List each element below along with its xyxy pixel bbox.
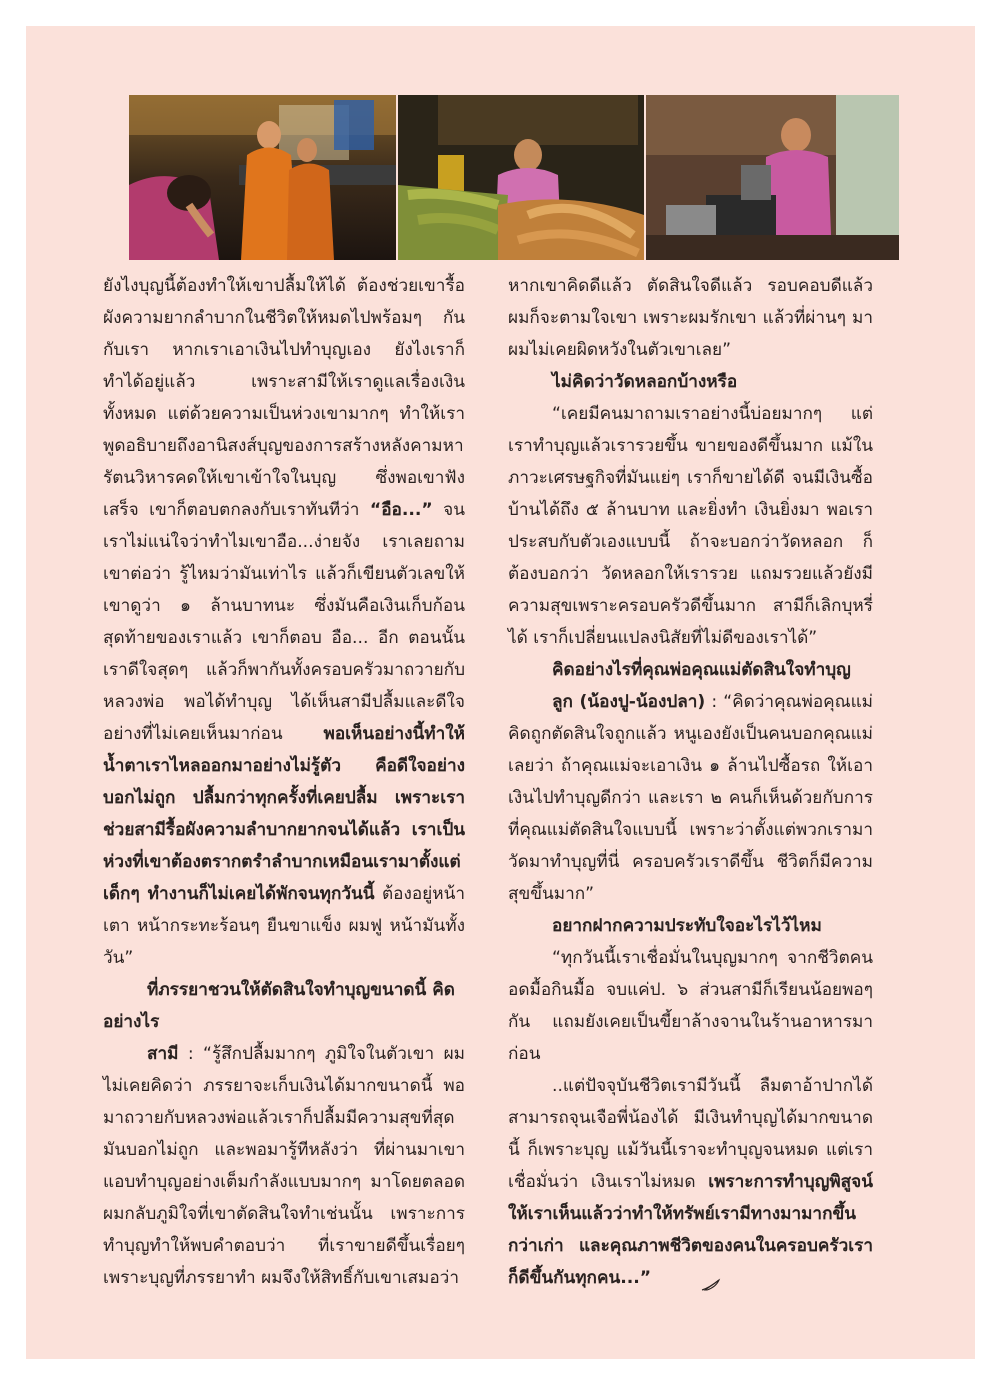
paragraph-answer: “ทุกวันนี้เราเชื่อมั่นในบุญมากๆ จากชีวิตคนอดมื้อกินมื้อ จบแค่ป. ๖ ส่วนสามีก็เรียนน้อยพอๆ กัน แถมยังเคยเป็นขี้ยาล้างจานในร้านอาหารมาก่อน xyxy=(508,948,873,1064)
paragraph-closing xyxy=(508,1070,873,1294)
paragraph-children-answer xyxy=(508,686,873,910)
right-text-column xyxy=(508,270,873,1294)
question-heading: ไม่คิดว่าวัดหลอกบ้างหรือ xyxy=(552,372,738,392)
speaker-label: ลูก (น้องปู-น้องปลา) xyxy=(552,692,706,712)
paragraph-answer: “เคยมีคนมาถามเราอย่างนี้บ่อยมากๆ แต่เราทำบุญแล้วเรารวยขึ้น ขายของดีขึ้นมาก แม้ในภาวะเศรษฐกิจที่มันแย่ๆ เราก็ขายได้ดี จนมีเงินซื้อบ้านได้ถึง ๕ ล้านบาท และยิ่งทำ เงินยิ่งมา พอเราประสบกับตัวเองแบบนี้ ถ้าจะบอกว่าวัดหลอก ก็ต้องบอกว่า วัดหลอกให้เรารวย แถมรวยแล้วยังมีความสุขเพราะครอบครัวดีขึ้นมาก สามีก็เลิกบุหรี่ได้ เราก็เปลี่ยนแปลงนิสัยที่ไม่ดีของเราได้” xyxy=(508,404,873,648)
paragraph-wife-story xyxy=(103,270,465,974)
question-heading: อยากฝากความประทับใจอะไรไว้ไหม xyxy=(552,916,822,936)
text: จนเราไม่แน่ใจว่าทำไมเขาอือ...ง่ายจัง เราเลยถามเขาต่อว่า รู้ไหมว่ามันเท่าไร แล้วก็เขียนตัวเลขให้เขาดูว่า ๑ ล้านบาทนะ ซึ่งมันคือเงินเก็บก้อนสุดท้ายของเราแล้ว เขาก็ตอบ อือ... อีก ตอนนั้นเราดีใจสุดๆ แล้วก็พากันทั้งครอบครัวมาถวายกับหลวงพ่อ พอได้ทำบุญ ได้เห็นสามีปลื้มและดีใจอย่างที่ไม่เคยเห็นมาก่อน xyxy=(103,500,465,744)
text: : “รู้สึกปลื้มมากๆ ภูมิใจในตัวเขา ผมไม่เคยคิดว่า ภรรยาจะเก็บเงินได้มากขนาดนี้ พอมาถวายกับหลวงพ่อแล้วเราก็ปลื้มมีความสุขที่สุดมันบอกไม่ถูก และพอมารู้ทีหลังว่า ที่ผ่านมาเขาแอบทำบุญอย่างเต็มกำลังแบบมากๆ มาโดยตลอด ผมกลับภูมิใจที่เขาตัดสินใจทำเช่นนั้น เพราะการทำบุญทำให้พบคำตอบว่า ที่เราขายดีขึ้นเรื่อยๆ เพราะบุญที่ภรรยาทำ ผมจึงให้สิทธิ์กับเขาเสมอว่า xyxy=(103,1044,465,1288)
text: ..แต่ปัจจุบันชีวิตเรามีวันนี้ ลืมตาอ้าปากได้ สามารถจุนเจือพี่น้องได้ มีเงินทำบุญได้มากขนาดนี้ ก็เพราะบุญ แม้วันนี้เราจะทำบุญจนหมด แต่เราเชื่อมั่นว่า เงินเราไม่หมด xyxy=(508,1076,873,1192)
text: ยังไงบุญนี้ต้องทำให้เขาปลื้มให้ได้ ต้องช่วยเขารื้อผังความยากลำบากในชีวิตให้หมดไปพร้อมๆ กันกับเรา หากเราเอาเงินไปทำบุญเอง ยังไงเราก็ทำได้อยู่แล้ว เพราะสามีให้เราดูแลเรื่องเงินทั้งหมด แต่ด้วยความเป็นห่วงเขามากๆ ทำให้เราพูดอธิบายถึงอานิสงส์บุญของการสร้างหลังคามหารัตนวิหารคดให้เขาเข้าใจในบุญ ซึ่งพอเขาฟังเสร็จ เขาก็ตอบตกลงกับเราทันทีว่า xyxy=(103,276,465,520)
photo-strip xyxy=(129,95,899,260)
paragraph-husband-answer xyxy=(103,1038,465,1294)
text: ต้องอยู่หน้าเตา หน้ากระทะร้อนๆ ยืนขาแข็ง ผมฟู หน้ามันทั้งวัน” xyxy=(103,884,465,968)
question-heading: ที่ภรรยาชวนให้ตัดสินใจทำบุญขนาดนี้ คิดอย่างไร xyxy=(103,980,455,1032)
text: : “คิดว่าคุณพ่อคุณแม่คิดถูกตัดสินใจถูกแล้ว หนูเองยังเป็นคนบอกคุณแม่เลยว่า ถ้าคุณแม่จะเอาเงิน ๑ ล้านไปซื้อรถ ให้เอาเงินไปทำบุญดีกว่า และเรา ๒ คนก็เห็นด้วยกับการที่คุณแม่ตัดสินใจแบบนี้ เพราะว่าตั้งแต่พวกเรามาวัดมาทำบุญที่นี่ ครอบครัวเราดีขึ้น ชีวิตก็มีความสุขขึ้นมาก” xyxy=(508,692,874,904)
left-text-column xyxy=(103,270,465,1294)
quill-end-mark-icon xyxy=(657,1271,677,1285)
bold-passage: เพราะการทำบุญพิสูจน์ให้เราเห็นแล้วว่าทำให้ทรัพย์เรามีทางมามากขึ้นกว่าเก่า และคุณภาพชีวิตของคนในครอบครัวเราก็ดีขึ้นกันทุกคน...” xyxy=(508,1172,873,1288)
photo-woman-selling-dried-fish xyxy=(398,95,644,260)
question-heading: คิดอย่างไรที่คุณพ่อคุณแม่ตัดสินใจทำบุญ xyxy=(552,660,851,680)
bold-passage: พอเห็นอย่างนี้ทำให้น้ำตาเราไหลออกมาอย่างไม่รู้ตัว คือดีใจอย่างบอกไม่ถูก ปลื้มกว่าทุกครั้งที่เคยปลื้ม เพราะเราช่วยสามีรื้อผังความลำบากยากจนได้แล้ว เราเป็นห่วงที่เขาต้องตรากตรำลำบากเหมือนเรามาตั้งแต่เด็กๆ ทำงานก็ไม่เคยได้พักจนทุกวันนี้ xyxy=(103,724,465,904)
photo-people-praying-with-monks xyxy=(129,95,396,260)
paragraph-husband-answer-cont: หากเขาคิดดีแล้ว ตัดสินใจดีแล้ว รอบคอบดีแล้ว ผมก็จะตามใจเขา เพราะผมรักเขา แล้วที่ผ่านๆ มา ผมไม่เคยผิดหวังในตัวเขาเลย” xyxy=(508,276,873,360)
speaker-label: สามี xyxy=(147,1044,179,1064)
magazine-page xyxy=(26,26,975,1359)
photo-woman-at-kitchen-stall xyxy=(646,95,899,260)
bold-quote: “อือ...” xyxy=(369,500,433,520)
